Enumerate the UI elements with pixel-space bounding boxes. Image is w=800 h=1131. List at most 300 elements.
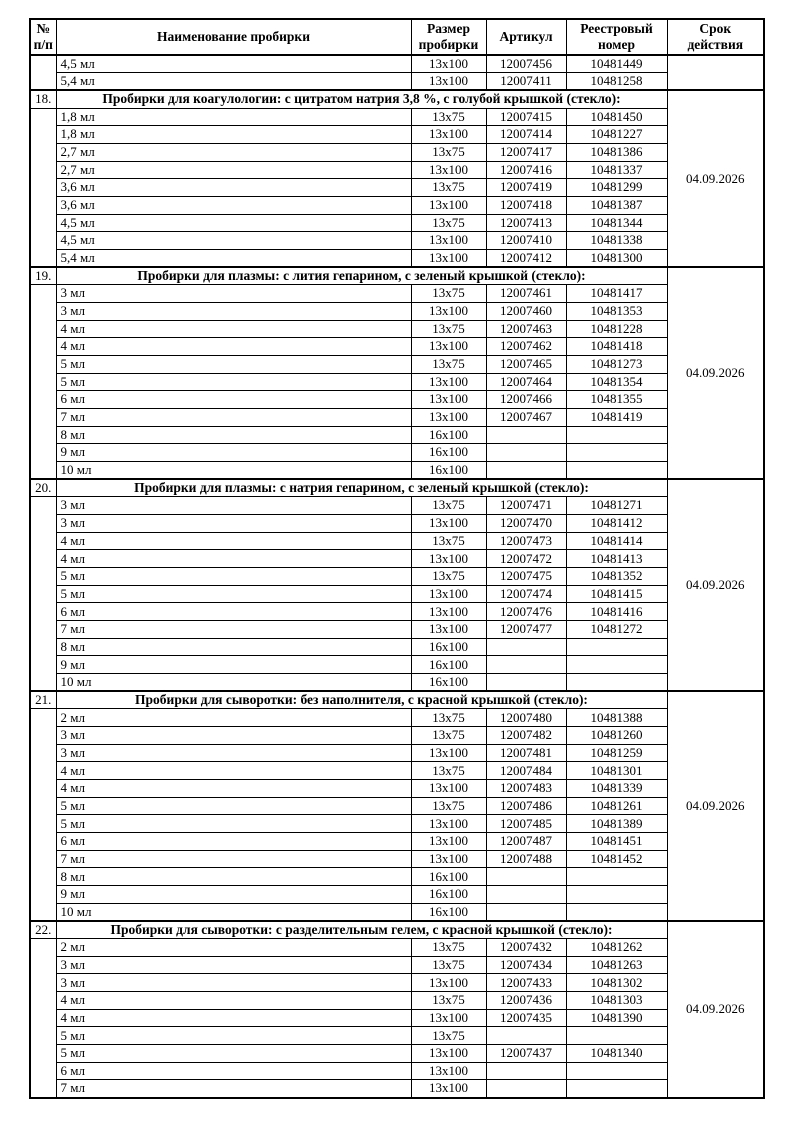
cell-article: 12007460 [486, 302, 566, 320]
col-header-line: Размер [427, 20, 470, 36]
cell-size: 16x100 [411, 868, 486, 886]
data-row [30, 1045, 764, 1063]
cell-name: 9 мл [56, 886, 411, 904]
cell-article: 12007467 [486, 408, 566, 426]
cell-size: 13x100 [411, 73, 486, 91]
section-title: Пробирки для сыворотки: без наполнителя, с красной крышкой (стекло): [56, 691, 667, 709]
data-row [30, 1062, 764, 1080]
cell-registry: 10481262 [566, 939, 667, 957]
cell-article: 12007436 [486, 992, 566, 1010]
cell-article [486, 1027, 566, 1045]
cell-article: 12007434 [486, 956, 566, 974]
cell-size: 13x75 [411, 108, 486, 126]
cell-name: 3,6 мл [56, 196, 411, 214]
cell-name: 3 мл [56, 974, 411, 992]
cell-article: 12007481 [486, 744, 566, 762]
col-header-name [56, 19, 411, 55]
cell-article: 12007465 [486, 355, 566, 373]
section-title: Пробирки для плазмы: с лития гепарином, с зеленый крышкой (стекло): [56, 267, 667, 285]
cell-article [486, 461, 566, 479]
cell-name: 3 мл [56, 727, 411, 745]
cell-size: 13x100 [411, 126, 486, 144]
cell-size: 16x100 [411, 886, 486, 904]
cell-name: 4 мл [56, 320, 411, 338]
cell-size: 13x75 [411, 214, 486, 232]
cell-registry: 10481417 [566, 285, 667, 303]
cell-article: 12007475 [486, 567, 566, 585]
data-row [30, 161, 764, 179]
data-row [30, 550, 764, 568]
cell-name: 5,4 мл [56, 73, 411, 91]
section-number-span [30, 939, 56, 1098]
cell-name: 8 мл [56, 638, 411, 656]
cell-name: 3 мл [56, 514, 411, 532]
cell-registry: 10481413 [566, 550, 667, 568]
cell-article: 12007484 [486, 762, 566, 780]
col-header-registry [566, 19, 667, 55]
cell-size: 13x100 [411, 408, 486, 426]
cell-registry: 10481387 [566, 196, 667, 214]
cell-size: 16x100 [411, 426, 486, 444]
section-number: 21. [30, 691, 56, 709]
cell-registry: 10481259 [566, 744, 667, 762]
cell-registry: 10481412 [566, 514, 667, 532]
data-row [30, 1009, 764, 1027]
section-number-span [30, 709, 56, 921]
section-header-row [30, 921, 764, 939]
data-row [30, 585, 764, 603]
cell-size: 13x75 [411, 179, 486, 197]
cell-registry [566, 426, 667, 444]
cell-registry: 10481299 [566, 179, 667, 197]
cell-size: 13x75 [411, 956, 486, 974]
table-header [30, 19, 764, 55]
cell-size: 13x100 [411, 815, 486, 833]
cell-article [486, 1080, 566, 1098]
cell-size: 13x100 [411, 850, 486, 868]
data-row [30, 709, 764, 727]
data-row [30, 143, 764, 161]
cell-size: 13x100 [411, 1009, 486, 1027]
cell-name: 7 мл [56, 1080, 411, 1098]
cell-registry: 10481414 [566, 532, 667, 550]
cell-size: 13x100 [411, 780, 486, 798]
cell-size: 13x100 [411, 585, 486, 603]
cell-name: 4 мл [56, 550, 411, 568]
col-header-line: Срок [699, 20, 732, 36]
cell-size: 13x100 [411, 1045, 486, 1063]
col-header-line: номер [598, 37, 635, 52]
cell-name: 5 мл [56, 797, 411, 815]
cell-size: 13x75 [411, 709, 486, 727]
cell-article: 12007464 [486, 373, 566, 391]
cell-size: 13x75 [411, 320, 486, 338]
cell-name: 3 мл [56, 285, 411, 303]
data-row [30, 797, 764, 815]
data-row [30, 603, 764, 621]
cell-name: 6 мл [56, 391, 411, 409]
cell-article: 12007435 [486, 1009, 566, 1027]
data-row [30, 886, 764, 904]
cell-registry: 10481388 [566, 709, 667, 727]
cell-size: 13x100 [411, 1062, 486, 1080]
cell-registry: 10481390 [566, 1009, 667, 1027]
cell-name: 5 мл [56, 815, 411, 833]
section-number: 18. [30, 90, 56, 108]
cell-size: 13x100 [411, 196, 486, 214]
data-row [30, 108, 764, 126]
cell-name: 2 мл [56, 709, 411, 727]
cell-registry [566, 461, 667, 479]
data-row [30, 532, 764, 550]
cell-article: 12007456 [486, 55, 566, 73]
cell-size: 13x75 [411, 532, 486, 550]
data-row [30, 727, 764, 745]
cell-article: 12007432 [486, 939, 566, 957]
cell-name: 8 мл [56, 868, 411, 886]
cell-article [486, 656, 566, 674]
data-row [30, 621, 764, 639]
data-row [30, 73, 764, 91]
col-header-line: Артикул [499, 28, 553, 44]
cell-registry: 10481271 [566, 497, 667, 515]
cell-article: 12007483 [486, 780, 566, 798]
data-row [30, 285, 764, 303]
col-header-line: действия [687, 37, 744, 52]
data-row [30, 974, 764, 992]
cell-size: 16x100 [411, 444, 486, 462]
cell-registry: 10481272 [566, 621, 667, 639]
cell-article: 12007417 [486, 143, 566, 161]
cell-size: 13x100 [411, 232, 486, 250]
cell-registry: 10481340 [566, 1045, 667, 1063]
data-row [30, 373, 764, 391]
cell-registry: 10481449 [566, 55, 667, 73]
cell-name: 10 мл [56, 461, 411, 479]
cell-name: 10 мл [56, 674, 411, 692]
cell-size: 13x100 [411, 338, 486, 356]
cell-registry [566, 1080, 667, 1098]
section-title: Пробирки для сыворотки: с разделительным гелем, с красной крышкой (стекло): [56, 921, 667, 939]
data-row [30, 320, 764, 338]
data-row [30, 497, 764, 515]
cell-size: 13x75 [411, 939, 486, 957]
header-row [30, 19, 764, 55]
cell-registry: 10481228 [566, 320, 667, 338]
cell-name: 10 мл [56, 903, 411, 921]
section-number-span [30, 55, 56, 90]
cell-article: 12007462 [486, 338, 566, 356]
cell-size: 13x75 [411, 567, 486, 585]
cell-registry [566, 444, 667, 462]
section-number: 20. [30, 479, 56, 497]
cell-name: 4,5 мл [56, 232, 411, 250]
data-row [30, 903, 764, 921]
cell-name: 1,8 мл [56, 108, 411, 126]
data-row [30, 426, 764, 444]
cell-name: 5,4 мл [56, 249, 411, 267]
data-row [30, 179, 764, 197]
cell-size: 13x75 [411, 762, 486, 780]
data-row [30, 338, 764, 356]
cell-registry [566, 656, 667, 674]
cell-article: 12007414 [486, 126, 566, 144]
cell-name: 9 мл [56, 656, 411, 674]
cell-size: 13x100 [411, 1080, 486, 1098]
cell-article: 12007416 [486, 161, 566, 179]
data-row [30, 638, 764, 656]
col-header-size [411, 19, 486, 55]
col-header-num [30, 19, 56, 55]
cell-size: 13x100 [411, 373, 486, 391]
col-header-article [486, 19, 566, 55]
cell-article [486, 426, 566, 444]
section-header-row [30, 267, 764, 285]
cell-size: 13x75 [411, 285, 486, 303]
data-row [30, 567, 764, 585]
section-number-span [30, 108, 56, 267]
data-row [30, 461, 764, 479]
cell-article [486, 886, 566, 904]
data-row [30, 939, 764, 957]
cell-registry: 10481227 [566, 126, 667, 144]
data-row [30, 408, 764, 426]
cell-registry: 10481258 [566, 73, 667, 91]
cell-registry: 10481452 [566, 850, 667, 868]
cell-registry: 10481352 [566, 567, 667, 585]
cell-registry: 10481389 [566, 815, 667, 833]
data-row [30, 1080, 764, 1098]
cell-name: 5 мл [56, 355, 411, 373]
cell-article [486, 903, 566, 921]
data-row [30, 302, 764, 320]
cell-size: 16x100 [411, 656, 486, 674]
tube-table [29, 18, 765, 1099]
data-row [30, 992, 764, 1010]
cell-article [486, 638, 566, 656]
section-header-row [30, 691, 764, 709]
cell-name: 5 мл [56, 1027, 411, 1045]
cell-article: 12007415 [486, 108, 566, 126]
cell-registry: 10481386 [566, 143, 667, 161]
cell-name: 8 мл [56, 426, 411, 444]
data-row [30, 815, 764, 833]
cell-article: 12007466 [486, 391, 566, 409]
cell-registry [566, 1062, 667, 1080]
cell-name: 1,8 мл [56, 126, 411, 144]
col-header-line: пробирки [418, 37, 479, 52]
cell-size: 13x75 [411, 143, 486, 161]
cell-registry: 10481419 [566, 408, 667, 426]
cell-article: 12007410 [486, 232, 566, 250]
cell-name: 2,7 мл [56, 161, 411, 179]
cell-article: 12007471 [486, 497, 566, 515]
section-number-span [30, 497, 56, 691]
cell-registry [566, 638, 667, 656]
cell-size: 13x100 [411, 391, 486, 409]
cell-registry: 10481337 [566, 161, 667, 179]
cell-registry [566, 674, 667, 692]
cell-size: 13x100 [411, 514, 486, 532]
cell-registry: 10481451 [566, 833, 667, 851]
cell-registry: 10481260 [566, 727, 667, 745]
data-row [30, 656, 764, 674]
cell-article: 12007487 [486, 833, 566, 851]
cell-article: 12007476 [486, 603, 566, 621]
cell-size: 13x100 [411, 603, 486, 621]
cell-name: 5 мл [56, 567, 411, 585]
cell-size: 16x100 [411, 903, 486, 921]
cell-name: 3,6 мл [56, 179, 411, 197]
cell-size: 13x100 [411, 974, 486, 992]
cell-registry: 10481415 [566, 585, 667, 603]
cell-article: 12007485 [486, 815, 566, 833]
section-number-span [30, 285, 56, 479]
col-header-line: № [36, 20, 51, 36]
cell-name: 3 мл [56, 744, 411, 762]
cell-article: 12007482 [486, 727, 566, 745]
data-row [30, 744, 764, 762]
data-row [30, 1027, 764, 1045]
cell-article: 12007488 [486, 850, 566, 868]
cell-name: 3 мл [56, 497, 411, 515]
cell-registry: 10481354 [566, 373, 667, 391]
validity-date-cell: 04.09.2026 [667, 479, 764, 691]
cell-size: 13x75 [411, 992, 486, 1010]
section-title: Пробирки для коагулологии: с цитратом натрия 3,8 %, с голубой крышкой (стекло): [56, 90, 667, 108]
cell-registry [566, 886, 667, 904]
cell-registry: 10481302 [566, 974, 667, 992]
cell-registry: 10481418 [566, 338, 667, 356]
cell-size: 13x100 [411, 249, 486, 267]
cell-name: 7 мл [56, 621, 411, 639]
col-header-term [667, 19, 764, 55]
data-row [30, 956, 764, 974]
cell-size: 13x100 [411, 833, 486, 851]
data-row [30, 126, 764, 144]
cell-registry: 10481303 [566, 992, 667, 1010]
cell-name: 5 мл [56, 373, 411, 391]
cell-registry: 10481273 [566, 355, 667, 373]
data-row [30, 196, 764, 214]
cell-article [486, 868, 566, 886]
cell-article: 12007472 [486, 550, 566, 568]
cell-article: 12007470 [486, 514, 566, 532]
validity-date-cell: 04.09.2026 [667, 90, 764, 267]
section-header-row [30, 479, 764, 497]
cell-name: 7 мл [56, 408, 411, 426]
data-row [30, 514, 764, 532]
data-row [30, 674, 764, 692]
col-header-line: Наименование пробирки [156, 28, 310, 44]
cell-registry: 10481353 [566, 302, 667, 320]
cell-size: 16x100 [411, 638, 486, 656]
cell-size: 13x100 [411, 161, 486, 179]
data-row [30, 868, 764, 886]
cell-registry: 10481355 [566, 391, 667, 409]
cell-registry: 10481450 [566, 108, 667, 126]
cell-size: 13x100 [411, 621, 486, 639]
cell-article: 12007486 [486, 797, 566, 815]
cell-registry: 10481301 [566, 762, 667, 780]
cell-article: 12007418 [486, 196, 566, 214]
cell-name: 4,5 мл [56, 55, 411, 73]
cell-article: 12007437 [486, 1045, 566, 1063]
col-header-line: Реестровый [580, 20, 653, 36]
cell-size: 13x100 [411, 550, 486, 568]
cell-name: 3 мл [56, 302, 411, 320]
cell-name: 5 мл [56, 1045, 411, 1063]
cell-name: 4 мл [56, 992, 411, 1010]
cell-registry: 10481416 [566, 603, 667, 621]
data-row [30, 850, 764, 868]
data-row [30, 214, 764, 232]
cell-article [486, 444, 566, 462]
cell-size: 16x100 [411, 674, 486, 692]
section-number: 22. [30, 921, 56, 939]
cell-name: 2 мл [56, 939, 411, 957]
data-row [30, 391, 764, 409]
data-row [30, 232, 764, 250]
cell-size: 13x75 [411, 1027, 486, 1045]
cell-name: 7 мл [56, 850, 411, 868]
data-row [30, 55, 764, 73]
cell-name: 3 мл [56, 956, 411, 974]
data-row [30, 762, 764, 780]
validity-date-cell [667, 55, 764, 90]
cell-size: 13x100 [411, 302, 486, 320]
cell-size: 13x75 [411, 727, 486, 745]
data-row [30, 249, 764, 267]
cell-registry: 10481344 [566, 214, 667, 232]
cell-name: 4,5 мл [56, 214, 411, 232]
cell-name: 4 мл [56, 1009, 411, 1027]
cell-article: 12007412 [486, 249, 566, 267]
cell-size: 13x75 [411, 797, 486, 815]
section-header-row [30, 90, 764, 108]
cell-article: 12007413 [486, 214, 566, 232]
cell-registry: 10481300 [566, 249, 667, 267]
cell-name: 6 мл [56, 1062, 411, 1080]
cell-article [486, 674, 566, 692]
cell-size: 13x100 [411, 744, 486, 762]
section-number: 19. [30, 267, 56, 285]
cell-registry [566, 1027, 667, 1045]
cell-name: 4 мл [56, 780, 411, 798]
cell-article: 12007433 [486, 974, 566, 992]
cell-registry [566, 903, 667, 921]
cell-name: 5 мл [56, 585, 411, 603]
cell-name: 2,7 мл [56, 143, 411, 161]
cell-registry: 10481339 [566, 780, 667, 798]
cell-article: 12007474 [486, 585, 566, 603]
data-row [30, 444, 764, 462]
cell-size: 13x75 [411, 497, 486, 515]
data-row [30, 833, 764, 851]
cell-name: 9 мл [56, 444, 411, 462]
table-body [30, 55, 764, 1098]
cell-registry [566, 868, 667, 886]
cell-name: 6 мл [56, 603, 411, 621]
cell-name: 6 мл [56, 833, 411, 851]
validity-date-cell: 04.09.2026 [667, 267, 764, 479]
cell-article: 12007477 [486, 621, 566, 639]
cell-registry: 10481263 [566, 956, 667, 974]
cell-article: 12007480 [486, 709, 566, 727]
cell-name: 4 мл [56, 532, 411, 550]
cell-name: 4 мл [56, 762, 411, 780]
cell-size: 16x100 [411, 461, 486, 479]
